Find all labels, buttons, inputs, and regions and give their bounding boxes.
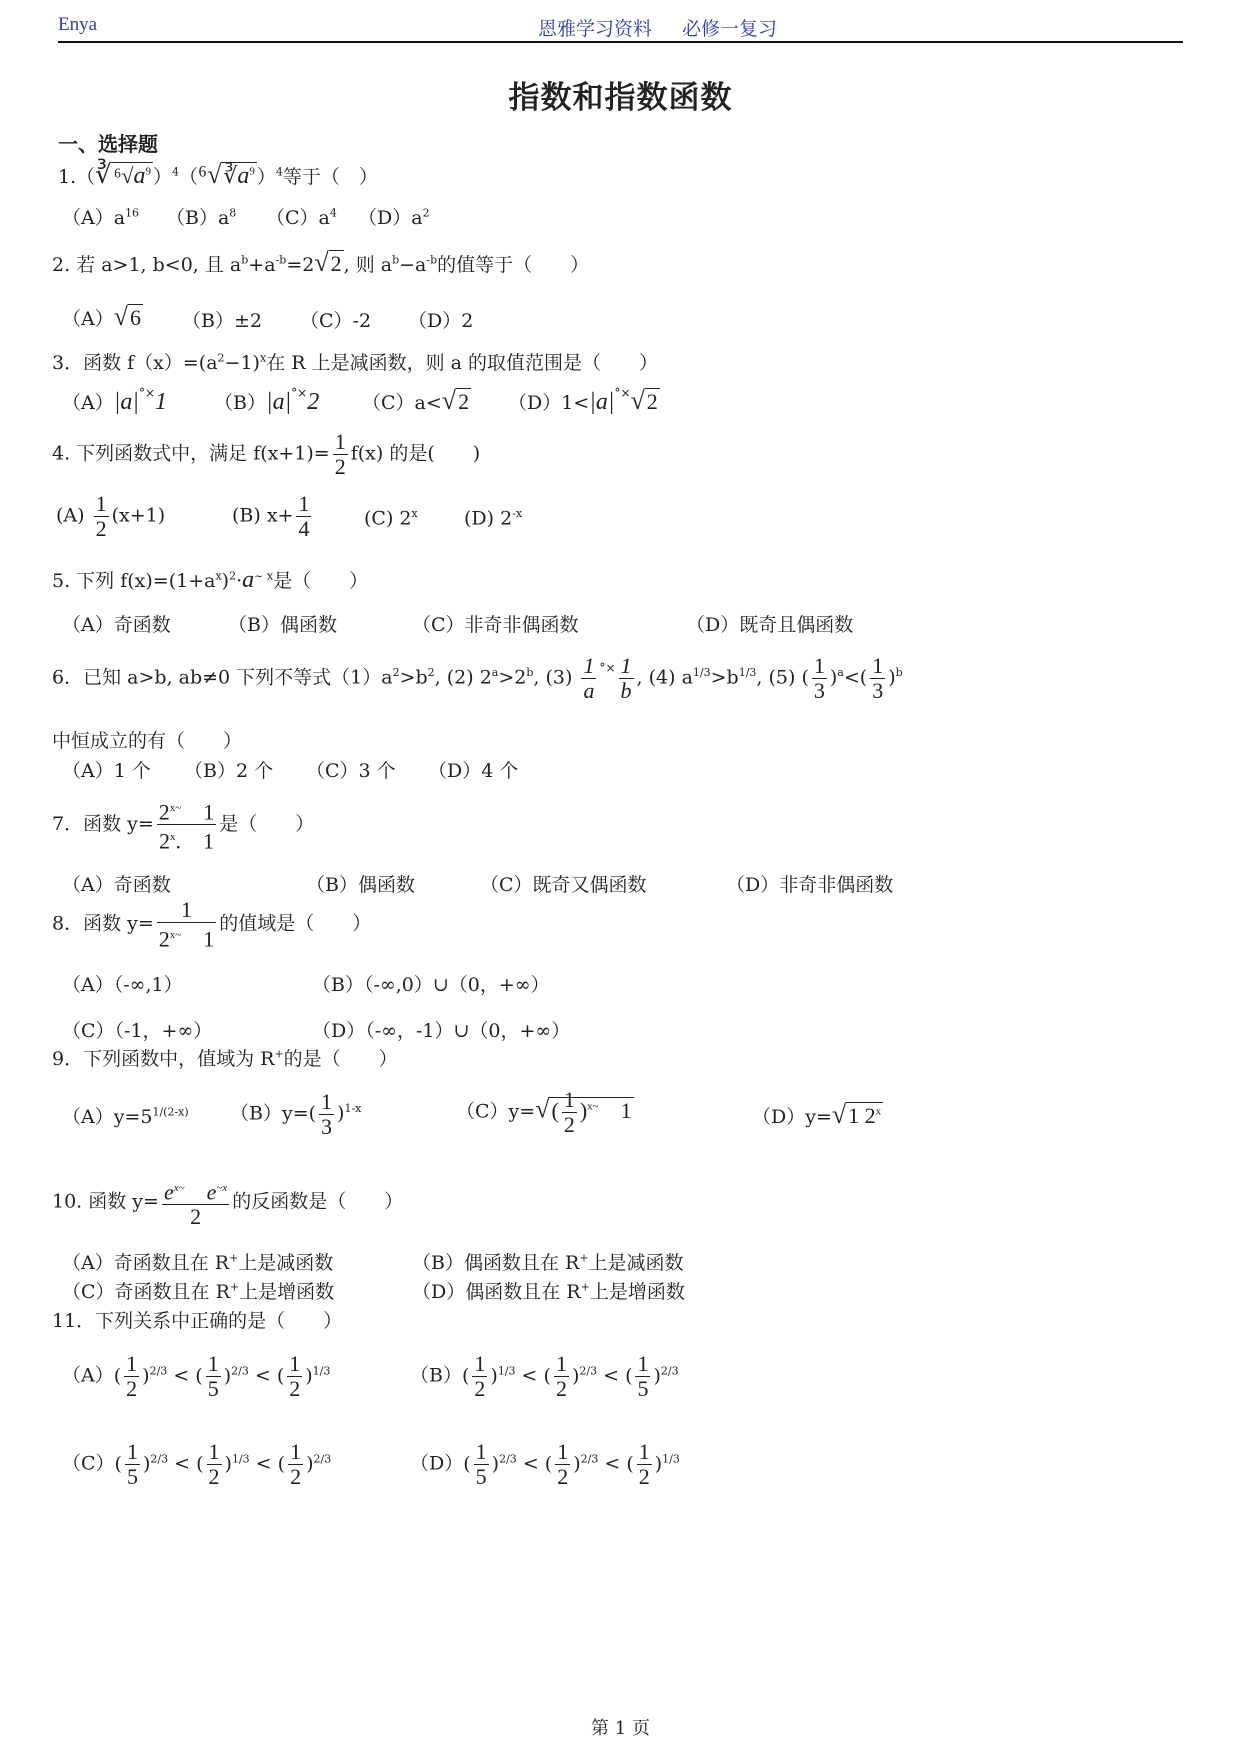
q5-option-d: （D）既奇且偶函数: [686, 614, 854, 636]
q11-option-c: （C）( $\frac{1}{5}$ )$^{2/3}$ < ( $\frac{1}{2}$ )$^{1/3}$ < ( $\frac{1}{2}$ )$^{2/3}$: [62, 1439, 332, 1489]
question-6: 6．已知 a>b, ab≠0 下列不等式$(1)a^2>b^2$, (2) $2^a>2^b$, (3) $\frac{1}{a}$ °× $\frac{1}{b}$ , (4) $a^{1/3}>b^{1/3}$, (5) ( $\frac{1}{3}$ )$^a$<( $\frac{1}{3}$ )$^b$: [52, 653, 903, 703]
q6-option-b: （B）2 个: [184, 760, 274, 782]
power-term: ( $\frac{1}{5}$ )$^{2/3}$: [195, 1351, 249, 1401]
q1-option-b: $(B)a^8$: [166, 206, 237, 229]
page-footer: 第 1 页: [591, 1718, 650, 1739]
q10-option-a: （A）奇函数且在 R+上是减函数: [62, 1251, 334, 1274]
power-term: ( $\frac{1}{2}$ )$^{2/3}$: [277, 1439, 332, 1489]
header-center-b: 必修一复习: [682, 18, 778, 40]
q3-option-b: （B）|a|°×2: [214, 386, 320, 415]
question-10: 10. 函数 y= $\frac{e^{x\sim} e^{\sim x}}{2}$ 的反函数是（ ）: [52, 1179, 404, 1230]
question-6-line-2: 中恒成立的有（ ）: [52, 730, 243, 752]
q8-option-b: （B）（-∞,0）∪（0，+∞）: [312, 974, 550, 996]
question-8: 8．函数 y= $\frac{1}{2^{x\sim} 1}$ 的值域是（ ）: [52, 897, 372, 952]
q9-option-d: （D）y=√1 2$^x$: [752, 1100, 882, 1129]
q2-option-d: （D）2: [408, 310, 474, 332]
power-term: ( $\frac{1}{2}$ )$^{2/3}$: [543, 1351, 598, 1401]
q9-option-b: （B）y=( $\frac{1}{3}$ )$^{1-x}$: [230, 1089, 362, 1139]
q11-option-a: （A）( $\frac{1}{2}$ )$^{2/3}$ < ( $\frac{1}{5}$ )$^{2/3}$ < ( $\frac{1}{2}$ )$^{1/3}$: [62, 1351, 331, 1401]
q4-option-b: (B) x+ $\frac{1}{4}$: [232, 491, 310, 541]
q9-option-a: $(A)y=5^{1/(2-x)}$: [62, 1105, 189, 1128]
question-4: 4. 下列函数式中，满足 f(x+1)= $\frac{1}{2}$ f(x) 的是( ): [52, 429, 481, 479]
page-title: 指数和指数函数: [508, 80, 733, 116]
power-term: ( $\frac{1}{5}$ )$^{2/3}$: [625, 1351, 679, 1401]
q2-option-c: （C）-2: [300, 310, 372, 332]
power-term: ( $\frac{1}{2}$ )$^{2/3}$: [113, 1351, 168, 1401]
option-label: （B）: [410, 1364, 462, 1387]
q9-option-c: （C）y=√( $\frac{1}{2}$ )$^{x\sim}$ 1: [456, 1087, 632, 1137]
option-label: （A）: [62, 1364, 114, 1387]
q3-option-c: （C）a<√2: [362, 386, 470, 415]
power-term: ( $\frac{1}{2}$ )$^{1/3}$: [626, 1439, 680, 1489]
q11-option-d: （D）( $\frac{1}{5}$ )$^{2/3}$ < ( $\frac{1}{2}$ )$^{2/3}$ < ( $\frac{1}{2}$ )$^{1/3}$: [410, 1439, 680, 1489]
question-7: 7．函数 y= $\frac{2^{x\sim} 1}{2^x. 1}$ 是（ ）: [52, 799, 315, 854]
q8-option-d: （D）（-∞，-1）∪（0，+∞）: [312, 1020, 571, 1042]
q4-option-a: (A) $\frac{1}{2}$ (x+1): [56, 491, 166, 541]
q11-option-b: （B）( $\frac{1}{2}$ )$^{1/3}$ < ( $\frac{1}{2}$ )$^{2/3}$ < ( $\frac{1}{5}$ )$^{2/3}$: [410, 1351, 679, 1401]
option-label: （C）: [62, 1452, 115, 1475]
q3-option-a: （A）|a|°×1: [62, 386, 167, 415]
q8-option-c: （C）（-1，+∞）: [62, 1020, 213, 1042]
question-9: 9．下列函数中，值域为 R+的是（ ）: [52, 1047, 398, 1070]
q6-option-d: （D）4 个: [428, 760, 519, 782]
q6-option-c: （C）3 个: [306, 760, 396, 782]
q7-option-b: （B）偶函数: [306, 874, 415, 896]
power-term: ( $\frac{1}{5}$ )$^{2/3}$: [463, 1439, 517, 1489]
q1-option-a: $(A)a^{16}$: [62, 206, 140, 229]
q5-option-b: （B）偶函数: [228, 614, 337, 636]
q10-option-b: （B）偶函数且在 R+上是减函数: [412, 1251, 684, 1274]
header-center-a: 恩雅学习资料: [538, 18, 653, 40]
section-heading: 一、选择题: [58, 132, 158, 156]
q6-option-a: （A）1 个: [62, 760, 151, 782]
q2-option-a: （A）√6: [62, 302, 142, 331]
power-term: ( $\frac{1}{5}$ )$^{2/3}$: [114, 1439, 169, 1489]
q7-option-c: （C）既奇又偶函数: [480, 874, 647, 896]
q8-option-a: （A）（-∞,1）: [62, 974, 183, 996]
question-3: 3．函数 $f(x)=(a^2-1)^x$在 R 上是减函数，则 a 的取值范围是（ ）: [52, 351, 658, 374]
q5-option-c: （C）非奇非偶函数: [412, 614, 579, 636]
question-11: 11．下列关系中正确的是（ ）: [52, 1310, 343, 1332]
q4-option-c: (C) 2$^x$: [364, 507, 418, 530]
q7-option-a: （A）奇函数: [62, 874, 171, 896]
q3-option-d: （D）1<|a|°×√2: [508, 386, 658, 415]
question-2: 2. 若 a>1, b<0, 且 $a^b+a^{-b}=2√2$ , 则 $a^b-a^{-b}$的值等于（ ）: [52, 248, 590, 277]
q2-option-b: （B）±2: [182, 310, 262, 332]
q4-option-d: (D) $2^{-x}$: [464, 507, 523, 530]
q7-option-d: （D）非奇非偶函数: [726, 874, 894, 896]
power-term: ( $\frac{1}{2}$ )$^{1/3}$: [196, 1439, 250, 1489]
radical-expression: $^6√∛a^9$: [198, 160, 255, 189]
header-left: Enya: [58, 14, 98, 35]
q10-option-c: （C）奇函数且在 R+上是增函数: [62, 1280, 335, 1303]
header-center: [538, 14, 777, 41]
question-1: $1.(∛^6√a^9$ ）$^4(^6√∛a^9$ ）$^4$等于（ ）: [58, 160, 378, 189]
power-term: ( $\frac{1}{2}$ )$^{1/3}$: [461, 1351, 516, 1401]
power-term: ( $\frac{1}{2}$ )$^{2/3}$: [544, 1439, 599, 1489]
radical-expression: $∛^6√a^9$: [95, 160, 151, 189]
q1-option-d: $(D)a^2$: [358, 206, 430, 229]
q10-option-d: （D）偶函数且在 R+上是增函数: [412, 1280, 685, 1303]
q5-option-a: （A）奇函数: [62, 614, 171, 636]
question-5: 5. 下列 $f(x)=(1+a^x)^2\cdot a^{\sim x}$是（ ）: [52, 567, 369, 593]
option-label: （D）: [410, 1452, 464, 1475]
q1-option-c: $(C)a^4$: [266, 206, 337, 229]
header-rule: [58, 41, 1183, 43]
power-term: ( $\frac{1}{2}$ )$^{1/3}$: [276, 1351, 331, 1401]
